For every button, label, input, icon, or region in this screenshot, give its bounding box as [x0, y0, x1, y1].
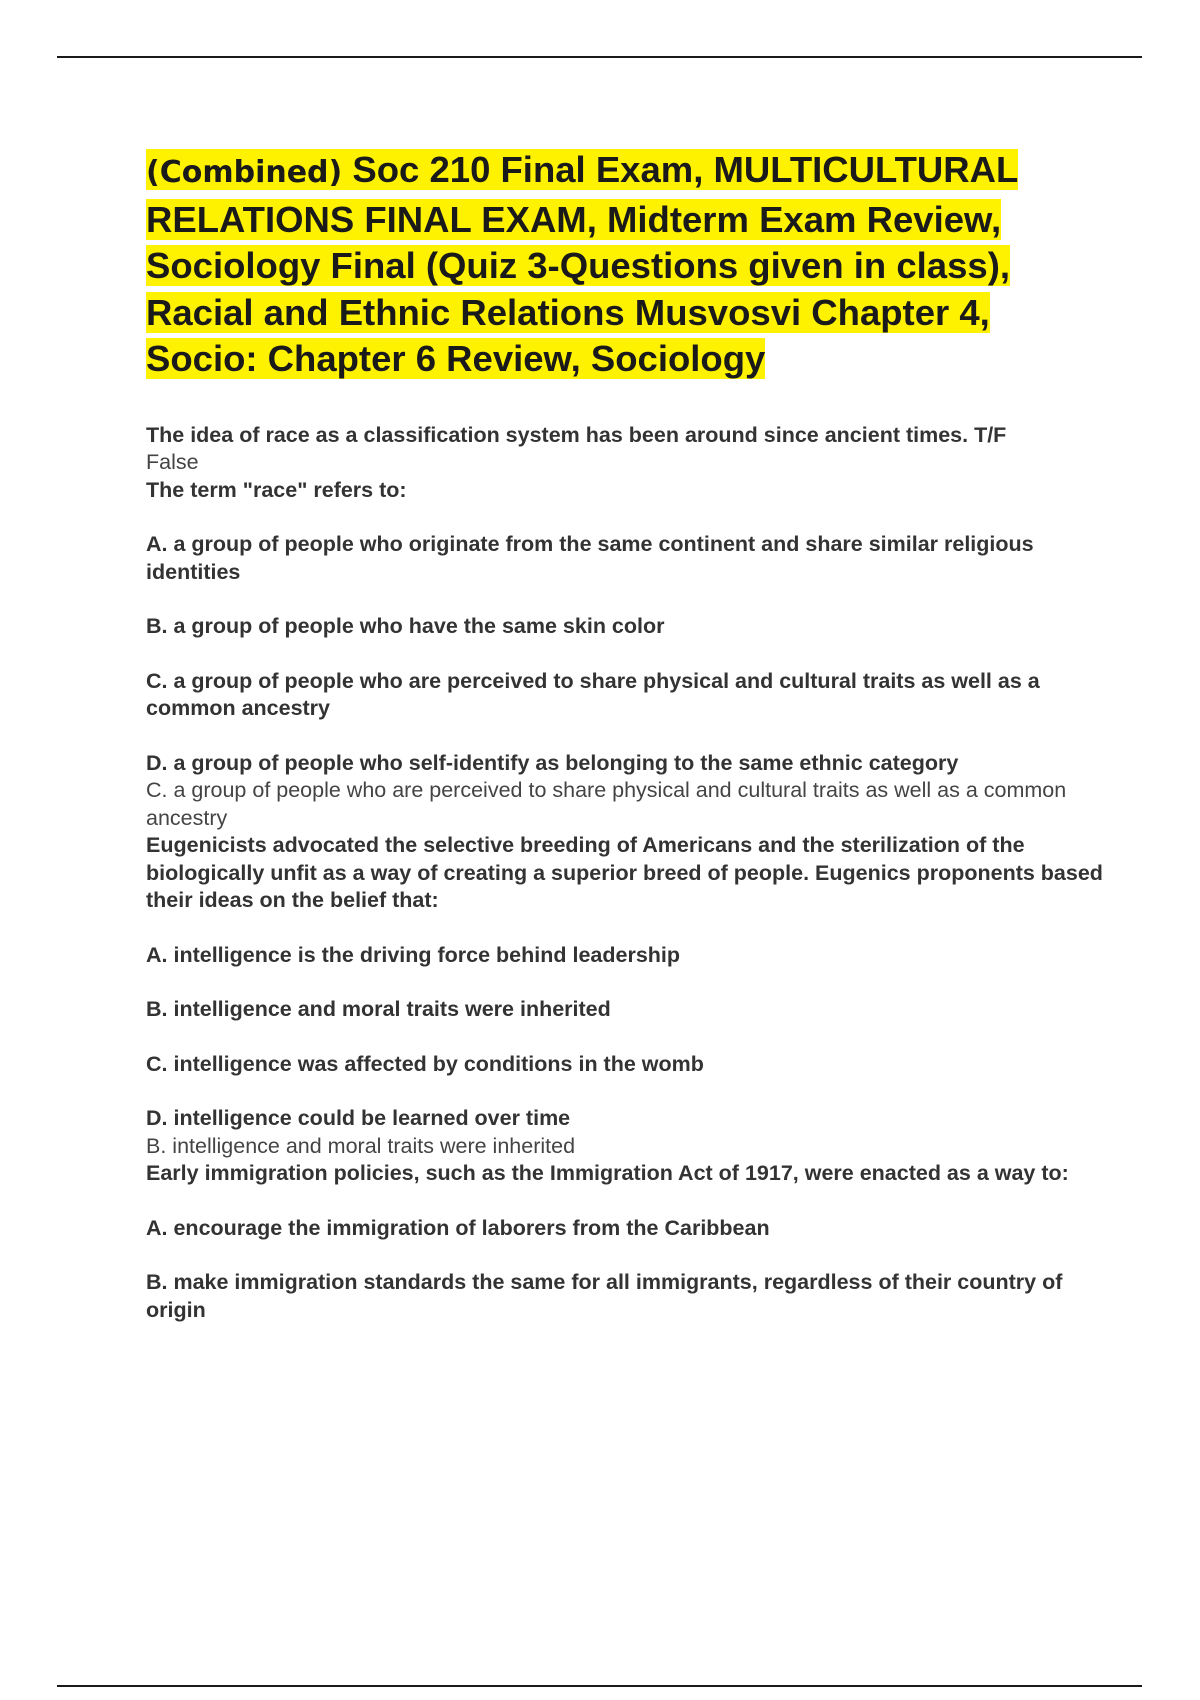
- title-highlight: [146, 149, 1018, 379]
- option-b: B. intelligence and moral traits were inherited: [146, 997, 611, 1021]
- option-d: D. a group of people who self-identify as belonging to the same ethnic category: [146, 750, 959, 775]
- title-text: Soc 210 Final Exam, MULTICULTURAL RELATIONS FINAL EXAM, Midterm Exam Review, Sociology Final (Quiz 3-Questions given in class), Racial and Ethnic Relations Musvosvi Chapter 4, Socio: Chapter 6 Review, Sociology: [146, 149, 1018, 379]
- qa-item: [146, 477, 1106, 833]
- question-text: Early immigration policies, such as the Immigration Act of 1917, were enacted as a way to:: [146, 1161, 1069, 1185]
- qa-item: [146, 422, 1106, 477]
- answer-text: C. a group of people who are perceived to share physical and cultural traits as well as a common ancestry: [146, 778, 1067, 830]
- option-b: B. a group of people who have the same skin color: [146, 614, 665, 638]
- top-rule: [57, 56, 1142, 58]
- question-text: The idea of race as a classification system has been around since ancient times. T/F: [146, 422, 1007, 447]
- option-a: A. a group of people who originate from the same continent and share similar religious identities: [146, 532, 1034, 584]
- document-title: [146, 147, 1106, 383]
- question-text: The term "race" refers to:: [146, 477, 407, 502]
- qa-list: [146, 422, 1106, 1325]
- option-c: C. intelligence was affected by conditions in the womb: [146, 1051, 704, 1076]
- qa-item: [146, 832, 1106, 1160]
- option-b: B. make immigration standards the same for all immigrants, regardless of their country of origin: [146, 1270, 1063, 1322]
- bottom-rule: [57, 1685, 1142, 1687]
- question-text: Eugenicists advocated the selective breeding of Americans and the sterilization of the biologically unfit as a way of creating a superior breed of people. Eugenics proponents based their ideas on the belief that:: [146, 833, 1103, 912]
- option-c: C. a group of people who are perceived to share physical and cultural traits as well as a common ancestry: [146, 668, 1040, 720]
- title-lead: (Combined): [146, 155, 343, 190]
- answer-text: False: [146, 450, 199, 474]
- answer-text: B. intelligence and moral traits were inherited: [146, 1133, 576, 1158]
- option-a: A. encourage the immigration of laborers from the Caribbean: [146, 1215, 770, 1240]
- option-a: A. intelligence is the driving force behind leadership: [146, 942, 681, 967]
- document-body: [146, 147, 1106, 1324]
- qa-item: [146, 1160, 1106, 1324]
- option-d: D. intelligence could be learned over time: [146, 1106, 571, 1130]
